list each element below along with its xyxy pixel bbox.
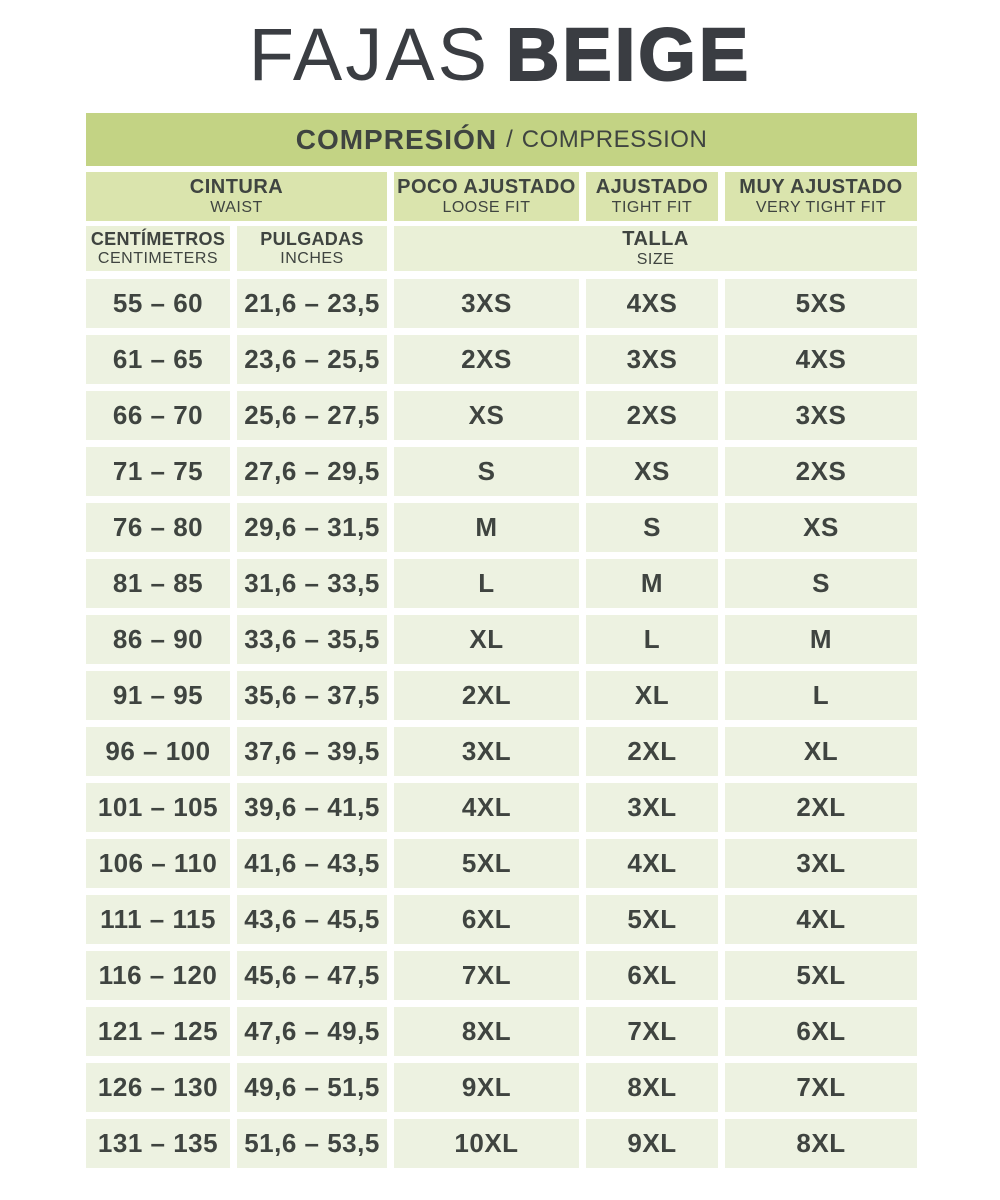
cell-inches: 29,6 – 31,5	[237, 503, 387, 552]
cell-loose-fit-size: 3XL	[394, 727, 579, 776]
cell-inches: 43,6 – 45,5	[237, 895, 387, 944]
cell-tight-fit-size: 2XL	[586, 727, 718, 776]
header-size-es: TALLA	[622, 227, 689, 250]
table-row	[86, 559, 917, 608]
cell-very-tight-fit-size: 2XL	[725, 783, 917, 832]
cell-loose-fit-size: 9XL	[394, 1063, 579, 1112]
cell-very-tight-fit-size: 5XS	[725, 279, 917, 328]
cell-very-tight-fit-size: S	[725, 559, 917, 608]
cell-tight-fit-size: 9XL	[586, 1119, 718, 1168]
cell-loose-fit-size: XS	[394, 391, 579, 440]
header-centimeters-es: CENTÍMETROS	[90, 228, 226, 249]
header-loose-fit-es: POCO AJUSTADO	[397, 175, 576, 198]
table-row	[86, 1119, 917, 1168]
cell-centimeters: 76 – 80	[86, 503, 230, 552]
cell-tight-fit-size: 4XL	[586, 839, 718, 888]
cell-inches: 47,6 – 49,5	[237, 1007, 387, 1056]
cell-inches: 51,6 – 53,5	[237, 1119, 387, 1168]
table-row	[86, 335, 917, 384]
table-row	[86, 671, 917, 720]
cell-loose-fit-size: M	[394, 503, 579, 552]
title-brand: FAJAS	[248, 13, 490, 96]
cell-inches: 39,6 – 41,5	[237, 783, 387, 832]
cell-tight-fit-size: 3XL	[586, 783, 718, 832]
header-centimeters	[86, 226, 230, 271]
cell-inches: 31,6 – 33,5	[237, 559, 387, 608]
cell-very-tight-fit-size: XS	[725, 503, 917, 552]
table-row	[86, 839, 917, 888]
cell-inches: 41,6 – 43,5	[237, 839, 387, 888]
header-tight-fit-en: TIGHT FIT	[611, 198, 693, 216]
cell-tight-fit-size: 2XS	[586, 391, 718, 440]
header-inches-es: PULGADAS	[260, 228, 364, 249]
unit-header-row	[86, 226, 917, 271]
cell-centimeters: 61 – 65	[86, 335, 230, 384]
header-inches	[237, 226, 387, 271]
cell-loose-fit-size: 8XL	[394, 1007, 579, 1056]
cell-centimeters: 81 – 85	[86, 559, 230, 608]
cell-centimeters: 131 – 135	[86, 1119, 230, 1168]
header-centimeters-en: CENTIMETERS	[97, 249, 219, 267]
cell-inches: 25,6 – 27,5	[237, 391, 387, 440]
cell-centimeters: 71 – 75	[86, 447, 230, 496]
cell-very-tight-fit-size: M	[725, 615, 917, 664]
cell-tight-fit-size: L	[586, 615, 718, 664]
header-size-en: SIZE	[636, 250, 675, 268]
cell-centimeters: 66 – 70	[86, 391, 230, 440]
cell-centimeters: 96 – 100	[86, 727, 230, 776]
cell-very-tight-fit-size: 4XS	[725, 335, 917, 384]
title-product: BEIGE	[505, 13, 752, 96]
banner-separator: /	[506, 125, 513, 153]
page-title	[0, 0, 1000, 96]
table-row	[86, 895, 917, 944]
cell-inches: 21,6 – 23,5	[237, 279, 387, 328]
cell-centimeters: 106 – 110	[86, 839, 230, 888]
cell-inches: 49,6 – 51,5	[237, 1063, 387, 1112]
size-chart	[86, 113, 917, 1168]
cell-tight-fit-size: S	[586, 503, 718, 552]
cell-loose-fit-size: S	[394, 447, 579, 496]
table-row	[86, 951, 917, 1000]
header-waist-es: CINTURA	[189, 175, 284, 198]
header-tight-fit	[586, 172, 718, 221]
cell-tight-fit-size: 4XS	[586, 279, 718, 328]
banner-label-es: COMPRESIÓN	[295, 123, 498, 155]
header-waist	[86, 172, 387, 221]
header-loose-fit	[394, 172, 579, 221]
cell-tight-fit-size: XS	[586, 447, 718, 496]
banner-label-en: COMPRESSION	[521, 125, 708, 153]
header-tight-fit-es: AJUSTADO	[595, 175, 709, 198]
cell-very-tight-fit-size: 7XL	[725, 1063, 917, 1112]
cell-tight-fit-size: M	[586, 559, 718, 608]
cell-centimeters: 86 – 90	[86, 615, 230, 664]
size-table-body	[86, 279, 917, 1168]
cell-very-tight-fit-size: 8XL	[725, 1119, 917, 1168]
cell-loose-fit-size: 2XS	[394, 335, 579, 384]
cell-very-tight-fit-size: 3XL	[725, 839, 917, 888]
cell-inches: 23,6 – 25,5	[237, 335, 387, 384]
cell-tight-fit-size: XL	[586, 671, 718, 720]
cell-centimeters: 55 – 60	[86, 279, 230, 328]
header-waist-en: WAIST	[210, 198, 263, 216]
cell-tight-fit-size: 8XL	[586, 1063, 718, 1112]
cell-very-tight-fit-size: L	[725, 671, 917, 720]
cell-loose-fit-size: 6XL	[394, 895, 579, 944]
cell-centimeters: 116 – 120	[86, 951, 230, 1000]
table-row	[86, 391, 917, 440]
cell-inches: 37,6 – 39,5	[237, 727, 387, 776]
cell-centimeters: 91 – 95	[86, 671, 230, 720]
cell-inches: 35,6 – 37,5	[237, 671, 387, 720]
cell-loose-fit-size: 2XL	[394, 671, 579, 720]
header-size	[394, 226, 917, 271]
header-very-tight-fit	[725, 172, 917, 221]
cell-loose-fit-size: 4XL	[394, 783, 579, 832]
header-very-tight-fit-en: VERY TIGHT FIT	[755, 198, 887, 216]
cell-tight-fit-size: 5XL	[586, 895, 718, 944]
cell-loose-fit-size: 3XS	[394, 279, 579, 328]
cell-loose-fit-size: XL	[394, 615, 579, 664]
cell-inches: 27,6 – 29,5	[237, 447, 387, 496]
cell-very-tight-fit-size: 6XL	[725, 1007, 917, 1056]
header-very-tight-fit-es: MUY AJUSTADO	[739, 175, 903, 198]
header-loose-fit-en: LOOSE FIT	[442, 198, 531, 216]
cell-centimeters: 111 – 115	[86, 895, 230, 944]
table-row	[86, 447, 917, 496]
table-row	[86, 1063, 917, 1112]
fit-header-row	[86, 172, 917, 221]
cell-very-tight-fit-size: 4XL	[725, 895, 917, 944]
table-row	[86, 279, 917, 328]
cell-loose-fit-size: 5XL	[394, 839, 579, 888]
table-row	[86, 615, 917, 664]
table-row	[86, 1007, 917, 1056]
cell-tight-fit-size: 3XS	[586, 335, 718, 384]
compression-banner	[86, 113, 917, 166]
cell-very-tight-fit-size: 2XS	[725, 447, 917, 496]
header-inches-en: INCHES	[280, 249, 344, 267]
cell-loose-fit-size: L	[394, 559, 579, 608]
cell-very-tight-fit-size: 3XS	[725, 391, 917, 440]
table-row	[86, 783, 917, 832]
cell-very-tight-fit-size: 5XL	[725, 951, 917, 1000]
cell-centimeters: 101 – 105	[86, 783, 230, 832]
cell-inches: 45,6 – 47,5	[237, 951, 387, 1000]
cell-very-tight-fit-size: XL	[725, 727, 917, 776]
table-row	[86, 727, 917, 776]
cell-inches: 33,6 – 35,5	[237, 615, 387, 664]
cell-loose-fit-size: 7XL	[394, 951, 579, 1000]
table-row	[86, 503, 917, 552]
cell-loose-fit-size: 10XL	[394, 1119, 579, 1168]
cell-tight-fit-size: 7XL	[586, 1007, 718, 1056]
cell-centimeters: 121 – 125	[86, 1007, 230, 1056]
cell-tight-fit-size: 6XL	[586, 951, 718, 1000]
cell-centimeters: 126 – 130	[86, 1063, 230, 1112]
